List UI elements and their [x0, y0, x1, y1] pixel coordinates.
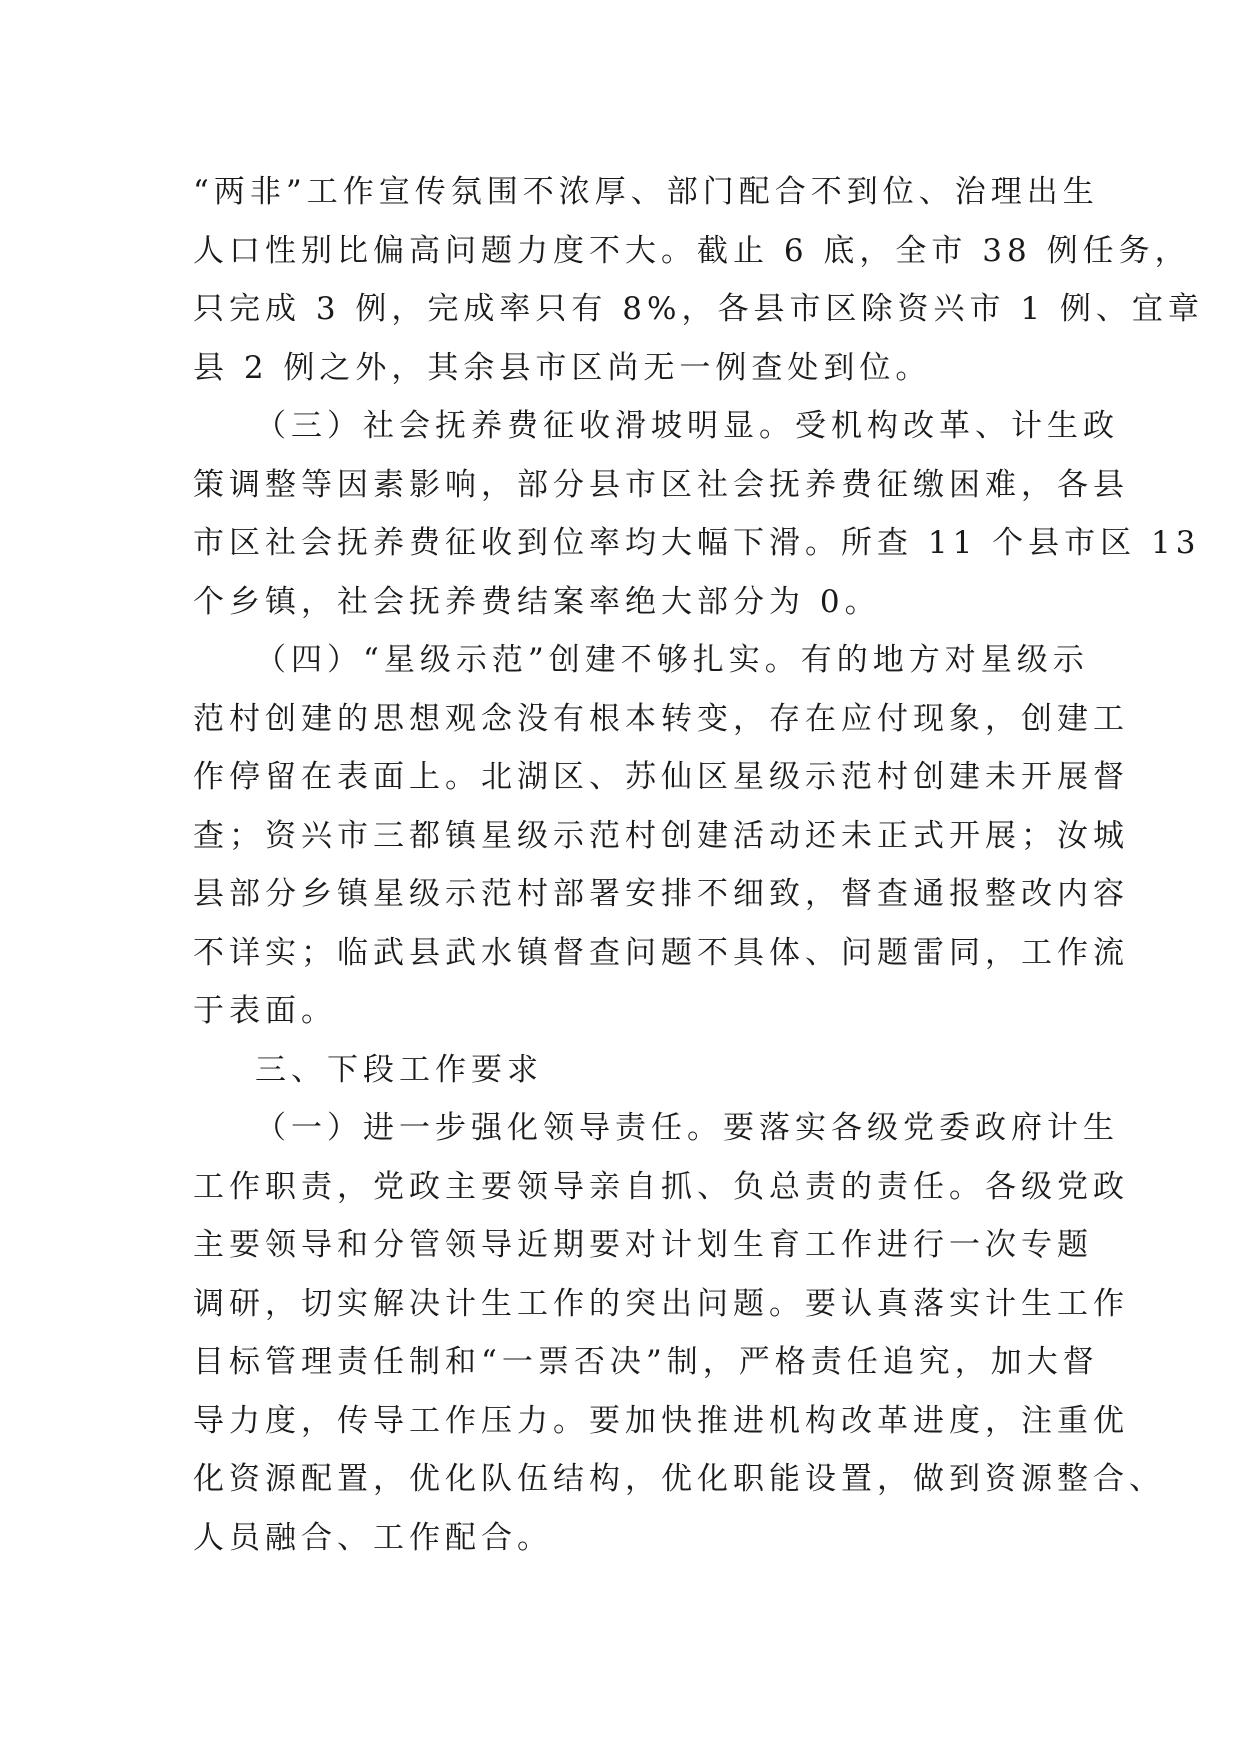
text-line-19: 主要领导和分管领导近期要对计划生育工作进行一次专题 — [193, 1227, 1093, 1263]
text-line-10: 范村创建的思想观念没有根本转变，存在应付现象，创建工 — [193, 700, 1129, 737]
text-line-1: “两非”工作宣传氛围不浓厚、部门配合不到位、治理出生 — [193, 174, 1099, 210]
text-line-2: 人口性别比偏高问题力度不大。截止 6 底，全市 38 例任务， — [193, 232, 1191, 269]
text-line-11: 作停留在表面上。北湖区、苏仙区星级示范村创建未开展督 — [193, 759, 1129, 795]
text-line-15: 于表面。 — [193, 993, 337, 1029]
text-line-4: 县 2 例之外，其余县市区尚无一例查处到位。 — [193, 349, 932, 386]
text-line-22: 导力度，传导工作压力。要加快推进机构改革进度，注重优 — [193, 1402, 1129, 1439]
section-heading: 三、下段工作要求 — [255, 1051, 543, 1088]
text-line-3: 只完成 3 例，完成率只有 8%，各县市区除资兴市 1 例、宜章 — [193, 291, 1204, 327]
text-line-24: 人员融合、工作配合。 — [193, 1519, 553, 1556]
text-line-13: 县部分乡镇星级示范村部署安排不细致，督查通报整改内容 — [193, 876, 1129, 912]
text-line-8: 个乡镇，社会抚养费结案率绝大部分为 0。 — [193, 583, 881, 620]
text-line-20: 调研，切实解决计生工作的突出问题。要认真落实计生工作 — [193, 1285, 1129, 1322]
text-line-21: 目标管理责任制和“一票否决”制，严格责任追究，加大督 — [193, 1344, 1099, 1380]
text-line-6: 策调整等因素影响，部分县市区社会抚养费征缴困难，各县 — [193, 466, 1129, 503]
text-line-23: 化资源配置，优化队伍结构，优化职能设置，做到资源整合、 — [193, 1461, 1165, 1497]
text-line-12: 查；资兴市三都镇星级示范村创建活动还未正式开展；汝城 — [193, 817, 1129, 854]
document-body — [193, 163, 1204, 1567]
text-line-7: 市区社会抚养费征收到位率均大幅下滑。所查 11 个县市区 13 — [193, 525, 1201, 561]
text-line-14: 不详实；临武县武水镇督查问题不具体、问题雷同，工作流 — [193, 934, 1129, 971]
text-line-9: （四）“星级示范”创建不够扎实。有的地方对星级示 — [255, 642, 1089, 678]
text-line-18: 工作职责，党政主要领导亲自抓、负总责的责任。各级党政 — [193, 1168, 1129, 1205]
text-line-17: （一）进一步强化领导责任。要落实各级党委政府计生 — [255, 1110, 1119, 1146]
text-line-5: （三）社会抚养费征收滑坡明显。受机构改革、计生政 — [255, 408, 1119, 444]
